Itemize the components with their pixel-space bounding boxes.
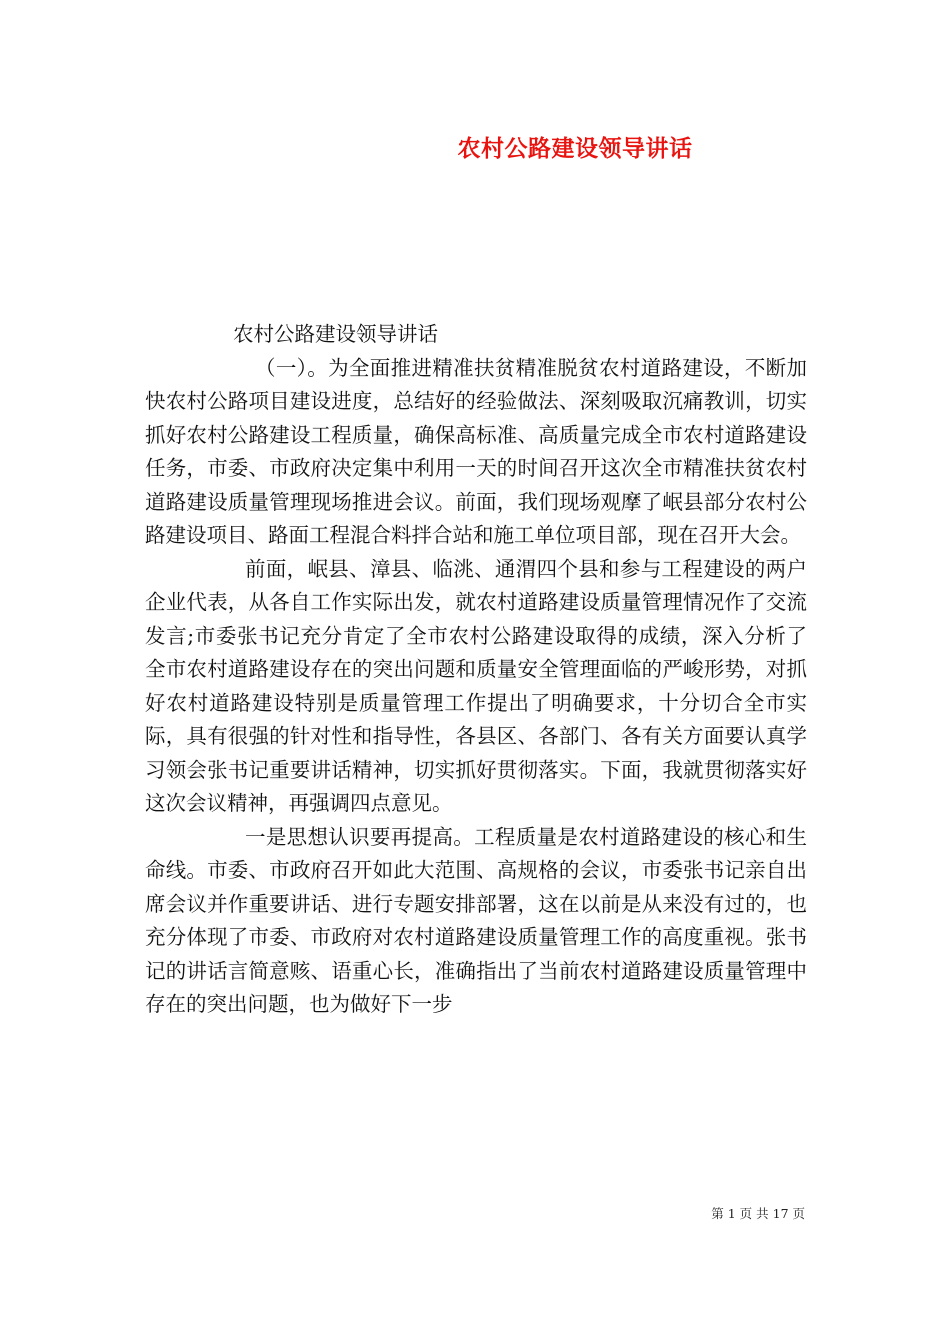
document-subtitle: 农村公路建设领导讲话 <box>233 322 438 346</box>
paragraph-1: （一）。为全面推进精准扶贫精准脱贫农村道路建设，不断加快农村公路项目建设进度，总结好的经验做法、深刻吸取沉痛教训，切实抓好农村公路建设工程质量，确保高标准、高质量完成全市农村道路建设任务，市委、市政府决定集中利用一天的时间召开这次全市精准扶贫农村道路建设质量管理现场推进会议。前面，我们现场观摩了岷县部分农村公路建设项目、路面工程混合料拌合站和施工单位项目部，现在召开大会。 <box>145 355 807 547</box>
page-number: 第 1 页 共 17 页 <box>711 1206 805 1221</box>
document-body <box>145 318 807 1022</box>
paragraph-2: 前面，岷县、漳县、临洮、通渭四个县和参与工程建设的两户企业代表，从各自工作实际出发，就农村道路建设质量管理情况作了交流发言;市委张书记充分肯定了全市农村公路建设取得的成绩，深入分析了全市农村道路建设存在的突出问题和质量安全管理面临的严峻形势，对抓好农村道路建设特别是质量管理工作提出了明确要求，十分切合全市实际，具有很强的针对性和指导性，各县区、各部门、各有关方面要认真学习领会张书记重要讲话精神，切实抓好贯彻落实。下面，我就贯彻落实好这次会议精神，再强调四点意见。 <box>145 556 807 815</box>
paragraph-3: 一是思想认识要再提高。工程质量是农村道路建设的核心和生命线。市委、市政府召开如此大范围、高规格的会议，市委张书记亲自出席会议并作重要讲话、进行专题安排部署，这在以前是从来没有过的，也充分体现了市委、市政府对农村道路建设质量管理工作的高度重视。张书记的讲话言简意赅、语重心长，准确指出了当前农村道路建设质量管理中存在的突出问题，也为做好下一步 <box>145 824 807 1016</box>
document-title: 农村公路建设领导讲话 <box>457 135 693 162</box>
